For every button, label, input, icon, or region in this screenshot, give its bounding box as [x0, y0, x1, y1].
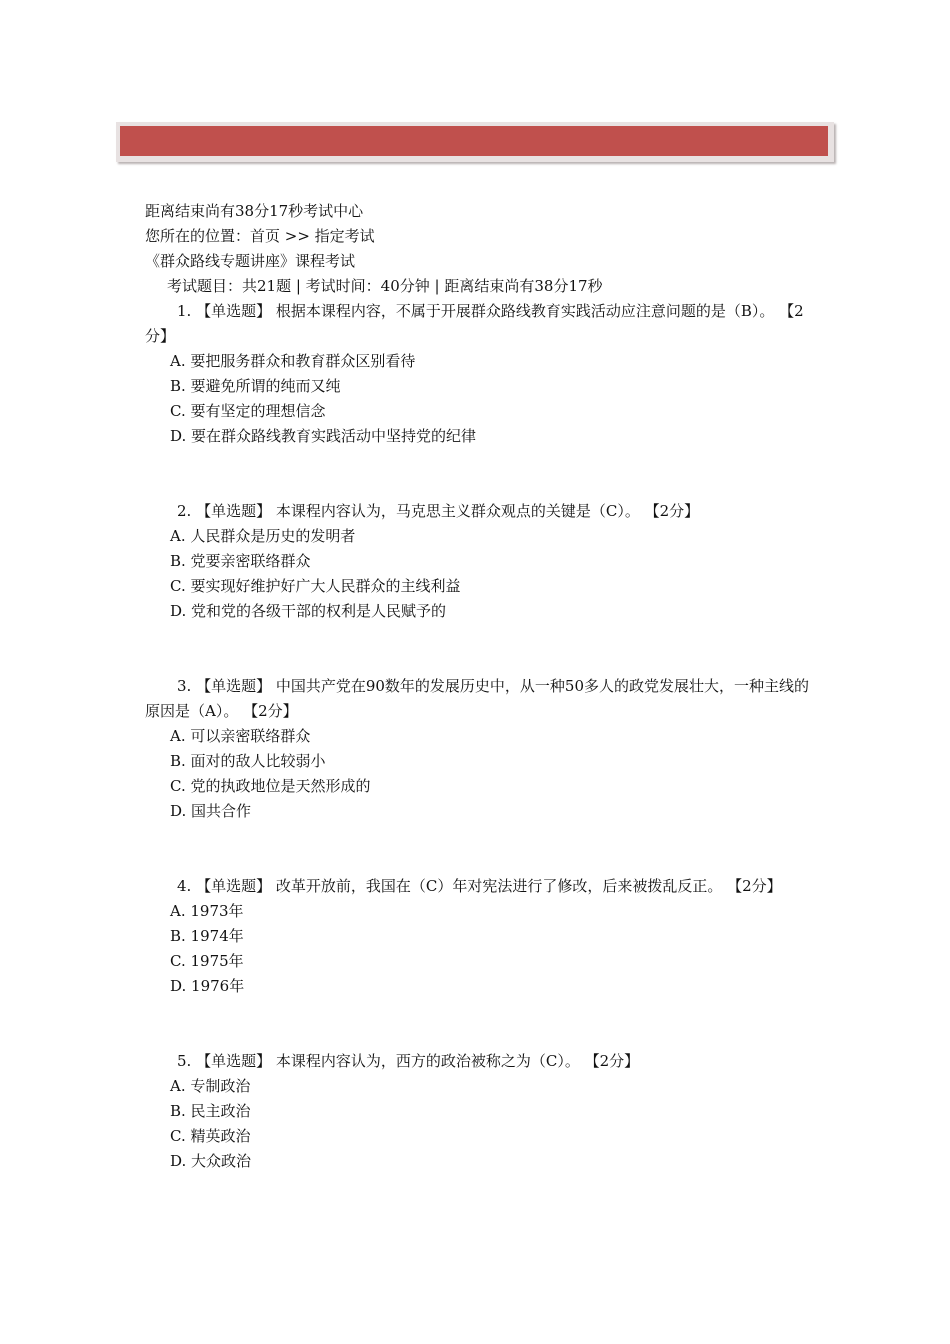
option-d[interactable]: D. 党和党的各级干部的权利是人民赋予的 [170, 602, 447, 620]
option-a[interactable]: A. 人民群众是历史的发明者 [170, 527, 356, 545]
exam-meta: 考试题目：共21题 | 考试时间：40分钟 | 距离结束尚有38分17秒 [167, 277, 603, 295]
option-d[interactable]: D. 1976年 [170, 977, 245, 995]
question-3 [145, 674, 815, 824]
question-text: 1. 【单选题】 根据本课程内容，不属于开展群众路线教育实践活动应注意问题的是（B）。 【2分】 [145, 302, 804, 345]
question-text: 2. 【单选题】 本课程内容认为，马克思主义群众观点的关键是（C）。 【2分】 [177, 502, 700, 520]
option-c[interactable]: C. 精英政治 [170, 1127, 251, 1145]
option-b[interactable]: B. 面对的敌人比较弱小 [170, 752, 326, 770]
question-2 [145, 499, 815, 624]
question-5 [145, 1049, 815, 1174]
option-c[interactable]: C. 党的执政地位是天然形成的 [170, 777, 371, 795]
question-1 [145, 299, 815, 449]
option-a[interactable]: A. 专制政治 [170, 1077, 251, 1095]
option-d[interactable]: D. 要在群众路线教育实践活动中坚持党的纪律 [170, 427, 477, 445]
option-d[interactable]: D. 国共合作 [170, 802, 252, 820]
option-b[interactable]: B. 1974年 [170, 927, 244, 945]
option-c[interactable]: C. 1975年 [170, 952, 244, 970]
header-banner-bar [120, 126, 828, 156]
question-text: 5. 【单选题】 本课程内容认为，西方的政治被称之为（C）。 【2分】 [177, 1052, 640, 1070]
option-d[interactable]: D. 大众政治 [170, 1152, 252, 1170]
option-a[interactable]: A. 1973年 [170, 902, 244, 920]
question-4 [145, 874, 815, 999]
option-a[interactable]: A. 可以亲密联络群众 [170, 727, 311, 745]
question-text: 3. 【单选题】 中国共产党在90数年的发展历史中，从一种50多人的政党发展壮大，一种主线的原因是（A）。 【2分】 [145, 677, 810, 720]
header-banner [116, 122, 834, 162]
option-a[interactable]: A. 要把服务群众和教育群众区别看待 [170, 352, 416, 370]
question-text: 4. 【单选题】 改革开放前，我国在（C）年对宪法进行了修改，后来被拨乱反正。 【2分】 [177, 877, 782, 895]
breadcrumb: 您所在的位置：首页 >> 指定考试 [145, 227, 375, 245]
option-c[interactable]: C. 要实现好维护好广大人民群众的主线利益 [170, 577, 461, 595]
course-title: 《群众路线专题讲座》课程考试 [145, 252, 356, 270]
exam-content [145, 199, 815, 1224]
timer-text: 距离结束尚有38分17秒考试中心 [145, 202, 364, 220]
option-b[interactable]: B. 党要亲密联络群众 [170, 552, 311, 570]
option-b[interactable]: B. 民主政治 [170, 1102, 251, 1120]
option-c[interactable]: C. 要有坚定的理想信念 [170, 402, 326, 420]
option-b[interactable]: B. 要避免所谓的纯而又纯 [170, 377, 341, 395]
